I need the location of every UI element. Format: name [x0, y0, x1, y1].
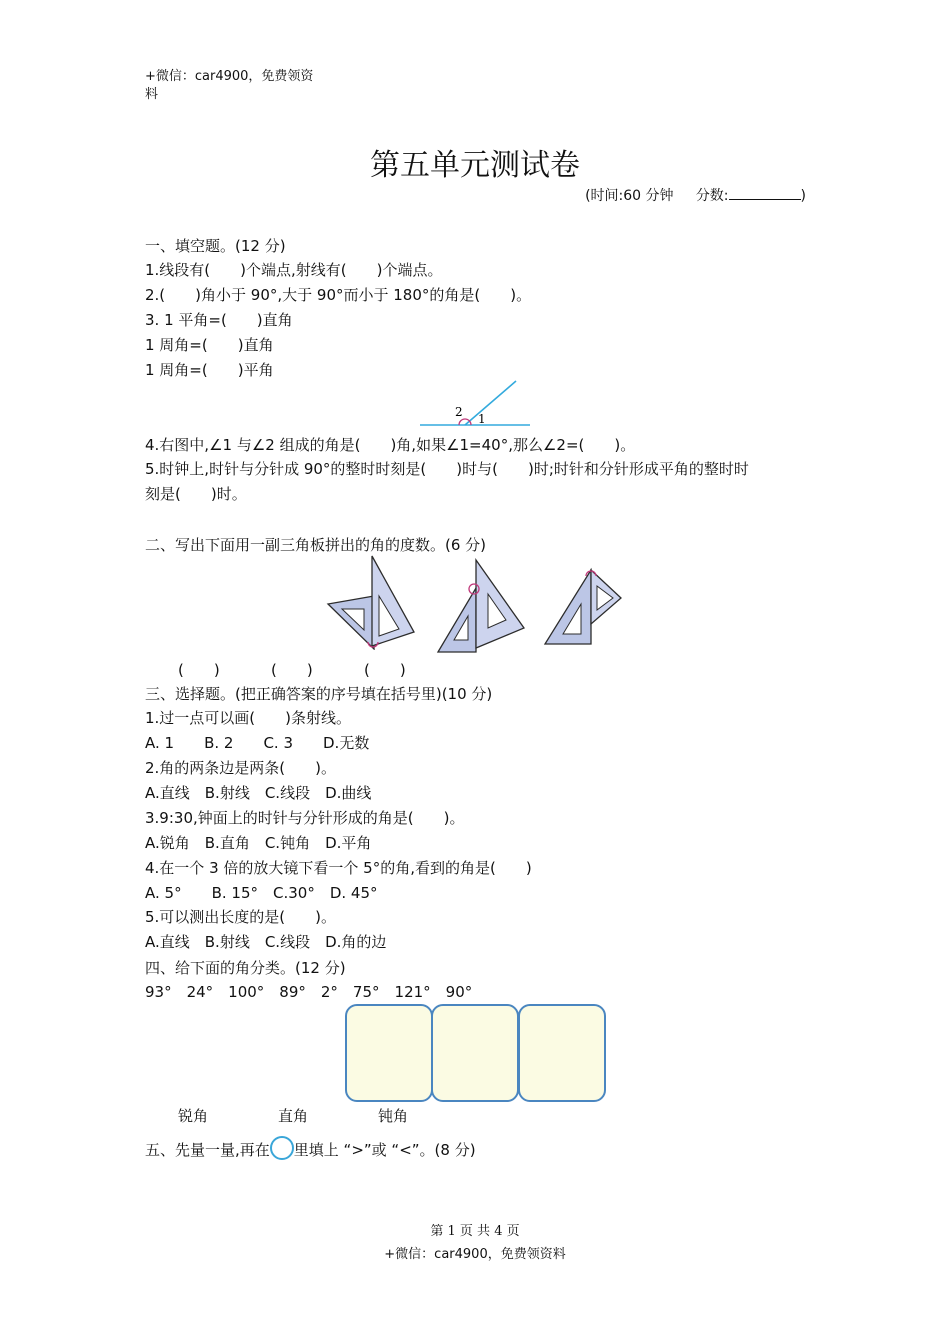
section4-heading: 四、给下面的角分类。(12 分) — [145, 959, 346, 977]
s4-angle-list: 93° 24° 100° 89° 2° 75° 121° 90° — [145, 983, 473, 1001]
s2-answer-2: ( ) — [271, 661, 313, 679]
header-watermark-line1: +微信：car4900，免费领资 — [145, 69, 314, 84]
s1-q5a: 5.时钟上,时针与分针成 90°的整时时刻是( )时与( )时;时针和分针形成平角的整时时 — [145, 460, 749, 478]
s3-q5-options: A.直线 B.射线 C.线段 D.角的边 — [145, 933, 387, 951]
s3-q3-options: A.锐角 B.直角 C.钝角 D.平角 — [145, 834, 372, 852]
exam-meta — [585, 185, 806, 205]
s3-q2-options: A.直线 B.射线 C.线段 D.曲线 — [145, 784, 372, 802]
s1-q3a: 3. 1 平角=( )直角 — [145, 311, 293, 329]
section5-heading — [145, 1136, 476, 1162]
score-label: 分数: — [695, 188, 729, 204]
angle-2-label: 2 — [455, 405, 463, 419]
s3-q1: 1.过一点可以画( )条射线。 — [145, 709, 352, 727]
set-square-figure-1 — [326, 554, 418, 650]
s1-q2: 2.( )角小于 90°,大于 90°而小于 180°的角是( )。 — [145, 286, 532, 304]
s3-q5: 5.可以测出长度的是( )。 — [145, 908, 337, 926]
angle-figure — [415, 374, 540, 432]
footer-watermark: +微信：car4900，免费领资料 — [384, 1247, 566, 1262]
obtuse-answer-box[interactable] — [518, 1004, 606, 1102]
page-number: 第 1 页 共 4 页 — [430, 1224, 520, 1239]
s3-q4: 4.在一个 3 倍的放大镜下看一个 5°的角,看到的角是( ) — [145, 859, 532, 877]
section3-heading: 三、选择题。(把正确答案的序号填在括号里)(10 分) — [145, 685, 493, 703]
section1-heading: 一、填空题。(12 分) — [145, 237, 286, 255]
header-watermark-line2: 料 — [145, 87, 159, 102]
s1-q4: 4.右图中,∠1 与∠2 组成的角是( )角,如果∠1=40°,那么∠2=( )。 — [145, 436, 636, 454]
right-answer-box[interactable] — [431, 1004, 519, 1102]
s1-q3b: 1 周角=( )直角 — [145, 336, 274, 354]
section2-heading: 二、写出下面用一副三角板拼出的角的度数。(6 分) — [145, 536, 487, 554]
page-title: 第五单元测试卷 — [370, 148, 580, 183]
acute-answer-box[interactable] — [345, 1004, 433, 1102]
s2-answer-1: ( ) — [178, 661, 220, 679]
s1-q3c: 1 周角=( )平角 — [145, 361, 274, 379]
score-blank — [729, 185, 801, 200]
s1-q1: 1.线段有( )个端点,射线有( )个端点。 — [145, 261, 443, 279]
angle-ray — [465, 381, 516, 425]
s1-q5b: 刻是( )时。 — [145, 485, 247, 503]
set-square-figure-3 — [543, 564, 625, 648]
circle-icon — [270, 1136, 294, 1160]
angle-1-label: 1 — [478, 412, 486, 426]
s5-heading-start: 五、先量一量,再在 — [145, 1141, 270, 1159]
s5-heading-end: 里填上 “>”或 “<”。(8 分) — [293, 1141, 476, 1159]
s2-answer-3: ( ) — [364, 661, 406, 679]
s4-label-right: 直角 — [278, 1107, 309, 1125]
set-square-figure-2 — [436, 558, 528, 654]
s4-label-acute: 锐角 — [178, 1107, 209, 1125]
time-label: (时间:60 分钟 — [585, 188, 674, 204]
s3-q4-options: A. 5° B. 15° C.30° D. 45° — [145, 884, 378, 902]
meta-close: ) — [800, 188, 806, 204]
s3-q3: 3.9:30,钟面上的时针与分针形成的角是( )。 — [145, 809, 465, 827]
s3-q1-options: A. 1 B. 2 C. 3 D.无数 — [145, 734, 370, 752]
s3-q2: 2.角的两条边是两条( )。 — [145, 759, 337, 777]
s4-label-obtuse: 钝角 — [378, 1107, 409, 1125]
